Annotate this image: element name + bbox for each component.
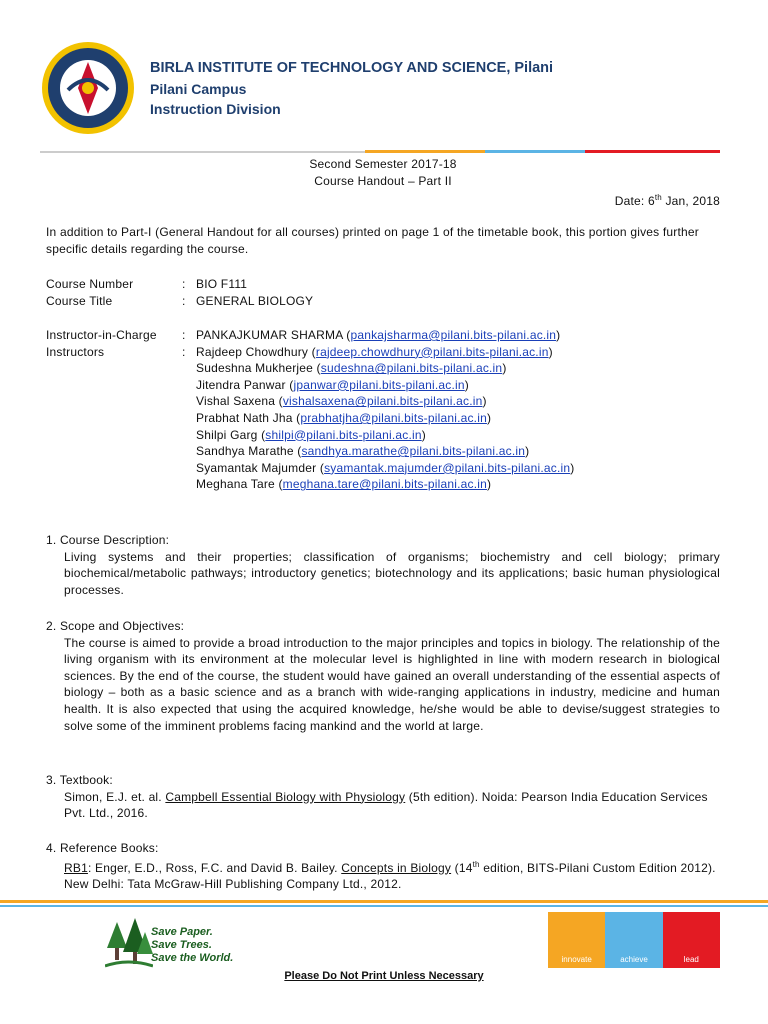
instructor-email-link[interactable]: vishalsaxena@pilani.bits-pilani.ac.in (282, 394, 483, 409)
institute-name: BIRLA INSTITUTE OF TECHNOLOGY AND SCIENCE, Pilani (150, 60, 554, 76)
footer-bar-blue (0, 905, 768, 907)
section-title: 2. Scope and Objectives: (46, 619, 185, 633)
trees-icon (105, 918, 153, 970)
ref-tag: RB1 (64, 860, 88, 875)
section-textbook: 3. Textbook: Simon, E.J. et. al. Campbell Essential Biology with Physiology (5th edition). Noida: Pearson India Education Services Pvt. Ltd., 2016. (46, 772, 720, 822)
tag-innovate: innovate (548, 912, 605, 968)
institute-logo (40, 40, 136, 136)
section-body: The course is aimed to provide a broad introduction to the major principles and topics in biology. The relationship of the living organism with its environment at the molecular level is highlighted in line with modern research in biological sciences. By the end of the course, the student would have gained an overall understanding of the essential aspects of biology – both as a basic science and as a branch with wide-ranging applications in industry, medicine and human health. It is also expected that using the acquired knowledge, he/she would be able to devise/suggest strategies to solve some of the imminent problems facing mankind and the world at large. (64, 635, 720, 733)
section-title: 1. Course Description: (46, 533, 170, 547)
course-title: GENERAL BIOLOGY (196, 293, 314, 308)
instructor-email-link[interactable]: jpanwar@pilani.bits-pilani.ac.in (293, 377, 465, 392)
section-title: 3. Textbook: (46, 773, 113, 787)
section-course-description (46, 532, 720, 598)
tag-achieve: achieve (605, 912, 662, 968)
instructor-name: Syamantak Majumder (196, 460, 317, 475)
instructor-list (196, 344, 553, 361)
instructor-name: Shilpi Garg (196, 427, 258, 442)
handout-title: Course Handout – Part II (314, 174, 452, 188)
division-name: Instruction Division (150, 101, 281, 117)
section-title: 4. Reference Books: (46, 841, 159, 855)
section-scope (46, 618, 720, 734)
instructor-item: Sandhya Marathe (sandhya.marathe@pilani.bits-pilani.ac.in) (196, 444, 530, 459)
header-divider (40, 150, 720, 153)
tagline-banner (548, 912, 720, 968)
instructor-item: Syamantak Majumder (syamantak.majumder@pilani.bits-pilani.ac.in) (196, 460, 575, 475)
tag-lead: lead (663, 912, 720, 968)
textbook-title: Campbell Essential Biology with Physiology (165, 789, 406, 804)
instructor-email-link[interactable]: sudeshna@pilani.bits-pilani.ac.in (320, 361, 503, 376)
section-body: Living systems and their properties; classification of organisms; biochemistry and cell biology; primary biochemical/metabolic pathways; introductory genetics; biotechnology and its applications; basic human physiological processes. (64, 549, 720, 597)
instructors-block: Instructor-in-Charge : PANKAJKUMAR SHARMA (pankajsharma@pilani.bits-pilani.ac.in) Instructors : Rajdeep Chowdhury (rajdeep.chowdhury@pilani.bits-pilani.ac.in) Sudeshna Mukherjee (sudeshna@pilani.bits-pilani.ac.in) Jitendra Panwar (jpanwar@pilani.bits-pilani.ac.in) Vishal Saxena (vishalsaxena@pilani.bits-pilani.ac.in) Prabhat Nath Jha (prabhatjha@pilani.bits-pilani.ac.in) Shilpi Garg (shilpi@pilani.bits-pilani.ac.in) Sandhya Marathe (sandhya.marathe@pilani.bits-pilani.ac.in) Syamantak Majumder (syamantak.majumder@pilani.bits-pilani.ac.in) Meghana Tare (meghana.tare@pilani.bits-pilani.ac.in) (46, 327, 720, 493)
footer-bar-orange (0, 900, 768, 903)
section-reference-books: 4. Reference Books: RB1: Enger, E.D., Ross, F.C. and David B. Bailey. Concepts in Biology (14th edition, BITS-Pilani Custom Edition 2012). New Delhi: Tata McGraw-Hill Publishing Company Ltd., 2012. (46, 840, 720, 893)
instructor-email-link[interactable]: rajdeep.chowdhury@pilani.bits-pilani.ac.in (315, 344, 549, 359)
instructor-name: Rajdeep Chowdhury (196, 344, 309, 359)
instructor-name: Sandhya Marathe (196, 444, 294, 459)
instructor-item: Prabhat Nath Jha (prabhatjha@pilani.bits-pilani.ac.in) (196, 410, 492, 425)
instructor-email-link[interactable]: meghana.tare@pilani.bits-pilani.ac.in (282, 477, 487, 492)
ic-name: PANKAJKUMAR SHARMA (196, 328, 343, 342)
instructor-item: Rajdeep Chowdhury (rajdeep.chowdhury@pilani.bits-pilani.ac.in) (196, 344, 553, 359)
instructor-item: Shilpi Garg (shilpi@pilani.bits-pilani.ac.in) (196, 427, 426, 442)
instructor-email-link[interactable]: syamantak.majumder@pilani.bits-pilani.ac.in (324, 460, 571, 475)
print-notice: Please Do Not Print Unless Necessary (284, 970, 484, 982)
save-paper-badge: Save Paper. Save Trees. Save the World. (105, 918, 235, 970)
course-number: BIO F111 (196, 277, 248, 291)
instructor-item: Meghana Tare (meghana.tare@pilani.bits-pilani.ac.in) (196, 477, 492, 492)
instructor-email-link[interactable]: sandhya.marathe@pilani.bits-pilani.ac.in (301, 444, 526, 459)
course-info: Course Number : BIO F111 Course Title : GENERAL BIOLOGY (46, 277, 314, 308)
semester: Second Semester 2017-18 (309, 157, 457, 171)
date: Date: 6th Jan, 2018 (614, 193, 720, 208)
instructor-email-link[interactable]: shilpi@pilani.bits-pilani.ac.in (265, 427, 422, 442)
instructor-name: Jitendra Panwar (196, 377, 286, 392)
campus-name: Pilani Campus (150, 81, 247, 97)
instructor-item: Sudeshna Mukherjee (sudeshna@pilani.bits-pilani.ac.in) (196, 361, 507, 376)
instructor-name: Vishal Saxena (196, 394, 276, 409)
instructor-name: Sudeshna Mukherjee (196, 361, 314, 376)
instructor-name: Prabhat Nath Jha (196, 410, 293, 425)
ref-book-title: Concepts in Biology (341, 860, 452, 875)
instructor-item: Jitendra Panwar (jpanwar@pilani.bits-pilani.ac.in) (196, 377, 469, 392)
intro-paragraph: In addition to Part-I (General Handout for all courses) printed on page 1 of the timetable book, this portion gives further specific details regarding the course. (46, 225, 699, 256)
ic-email-link[interactable]: pankajsharma@pilani.bits-pilani.ac.in (350, 328, 557, 342)
instructor-email-link[interactable]: prabhatjha@pilani.bits-pilani.ac.in (300, 410, 487, 425)
instructor-item: Vishal Saxena (vishalsaxena@pilani.bits-pilani.ac.in) (196, 394, 487, 409)
instructor-name: Meghana Tare (196, 477, 275, 492)
